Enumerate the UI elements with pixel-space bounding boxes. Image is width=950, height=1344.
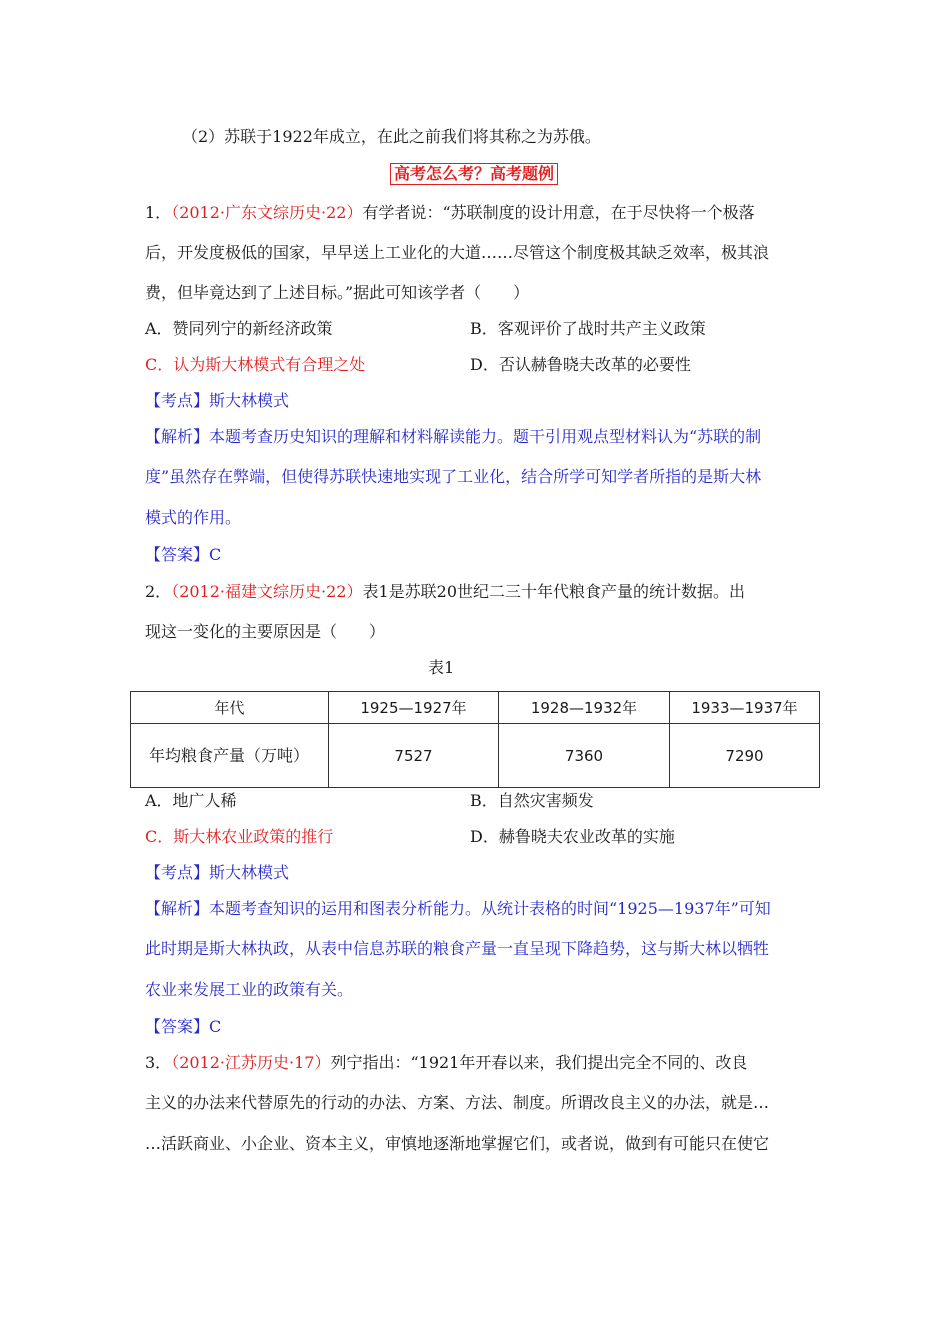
- table-header-cell: 1925—1927年: [329, 692, 499, 724]
- q1-analysis-line-1: 【解析】本题考查历史知识的理解和材料解读能力。题干引用观点型材料认为“苏联的制: [145, 427, 762, 446]
- q1-stem-line-3: 费，但毕竟达到了上述目标。”据此可知该学者（ ）: [145, 283, 530, 302]
- q1-stem-line-2: 后，开发度极低的国家，早早送上工业化的大道……尽管这个制度极其缺乏效率，极其浪: [145, 243, 770, 262]
- q2-stem-line-2: 现这一变化的主要原因是（ ）: [145, 622, 386, 641]
- q3-stem-line-1: [145, 1053, 747, 1073]
- table-row-label: 年均粮食产量（万吨）: [131, 724, 329, 788]
- table-header-cell: 1933—1937年: [670, 692, 820, 724]
- table-cell: 7360: [499, 724, 670, 788]
- table-row: [131, 724, 820, 788]
- q1-option-c: C．认为斯大林模式有合理之处: [145, 355, 366, 374]
- q1-point: 【考点】斯大林模式: [145, 391, 290, 410]
- q2-analysis-line-2: 此时期是斯大林执政，从表中信息苏联的粮食产量一直呈现下降趋势，这与斯大林以牺牲: [145, 939, 770, 958]
- q2-answer: 【答案】C: [145, 1017, 222, 1036]
- table-header-cell: 1928—1932年: [499, 692, 670, 724]
- q2-stem-line-1: [145, 582, 745, 602]
- q1-option-b: B．客观评价了战时共产主义政策: [470, 319, 706, 338]
- q3-source: （2012·江苏历史·17）: [171, 1053, 331, 1072]
- table-caption: 表1: [428, 658, 455, 677]
- q2-analysis-line-3: 农业来发展工业的政策有关。: [145, 980, 354, 999]
- q1-stem-line-1: [145, 203, 755, 223]
- q2-analysis-line-1: 【解析】本题考查知识的运用和图表分析能力。从统计表格的时间“1925—1937年”可知: [145, 899, 771, 918]
- q2-point: 【考点】斯大林模式: [145, 863, 290, 882]
- q2-number: 2．: [145, 582, 172, 601]
- q3-stem-text: 列宁指出：“1921年开春以来，我们提出完全不同的、改良: [330, 1053, 748, 1072]
- note-line: （2）苏联于1922年成立，在此之前我们将其称之为苏俄。: [182, 127, 601, 146]
- q1-number: 1．: [145, 203, 172, 222]
- q2-option-a: A．地广人稀: [145, 791, 237, 810]
- q3-number: 3．: [145, 1053, 172, 1072]
- q1-analysis-line-3: 模式的作用。: [145, 508, 242, 527]
- q2-option-c: C．斯大林农业政策的推行: [145, 827, 334, 846]
- q1-source: （2012·广东文综历史·22）: [171, 203, 363, 222]
- grain-output-table: [130, 691, 820, 788]
- q3-stem-line-3: …活跃商业、小企业、资本主义，审慎地逐渐地掌握它们，或者说，做到有可能只在使它: [145, 1134, 770, 1153]
- q1-answer: 【答案】C: [145, 545, 222, 564]
- q2-stem-text: 表1是苏联20世纪二三十年代粮食产量的统计数据。出: [362, 582, 745, 601]
- q1-analysis-line-2: 度”虽然存在弊端，但使得苏联快速地实现了工业化，结合所学可知学者所指的是斯大林: [145, 467, 762, 486]
- table-cell: 7527: [329, 724, 499, 788]
- table-header-cell: 年代: [131, 692, 329, 724]
- q1-option-d: D．否认赫鲁晓夫改革的必要性: [470, 355, 691, 374]
- section-heading: 高考怎么考？高考题例: [390, 163, 558, 185]
- q1-option-a: A．赞同列宁的新经济政策: [145, 319, 333, 338]
- q2-option-b: B．自然灾害频发: [470, 791, 594, 810]
- table-cell: 7290: [670, 724, 820, 788]
- q2-source: （2012·福建文综历史·22）: [171, 582, 363, 601]
- q3-stem-line-2: 主义的办法来代替原先的行动的办法、方案、方法、制度。所谓改良主义的办法，就是…: [145, 1093, 770, 1112]
- table-header-row: [131, 692, 820, 724]
- q2-option-d: D．赫鲁晓夫农业改革的实施: [470, 827, 675, 846]
- q1-stem-text: 有学者说：“苏联制度的设计用意，在于尽快将一个极落: [362, 203, 755, 222]
